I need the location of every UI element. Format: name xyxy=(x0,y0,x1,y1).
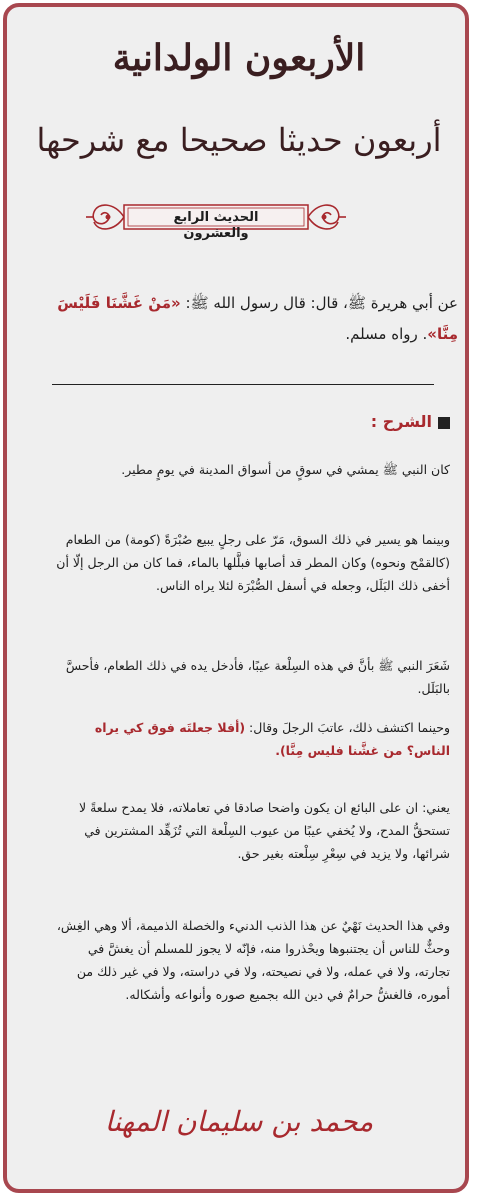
sharh-paragraph-3: شَعَرَ النبي ﷺ بأنَّ في هذه السِلْعة عيبًا، فأدخل يده في ذلك الطعام، فأحسَّ بالبَلَل. xyxy=(65,658,450,696)
sharh-p4-quote: (أفلا جعلتَه فوق كي يراه الناس؟ من غشَّنا فليس مِنَّا). xyxy=(94,720,450,758)
page-frame xyxy=(3,3,469,1193)
sharh-paragraph-5: يعني: ان على البائع ان يكون واضحا صادقا في تعاملاته، فلا يمدح سلعةً لا تستحقُّ المدح، ولا يُخفي عيبًا من عيوب السِلْعة التي تُزَهِّد المشترين في شرائها، ولا يزيد في سِعْرِ سِلْعته بغير حق. xyxy=(79,800,450,861)
sharh-paragraph-4 xyxy=(50,716,450,762)
author-signature: محمد بن سليمان المهنا xyxy=(104,1105,374,1138)
hadith-text xyxy=(50,288,458,350)
hadith-number-label: الحديث الرابع والعشرون xyxy=(173,210,259,241)
sharh-heading xyxy=(371,410,450,434)
page-subtitle: أربعون حديثا صحيحا مع شرحها xyxy=(36,121,442,159)
divider-line xyxy=(52,384,434,385)
hadith-outro: . رواه مسلم. xyxy=(345,325,428,343)
sharh-paragraph-1: كان النبي ﷺ يمشي في سوقٍ من أسواق المدينة في يومٍ مطير. xyxy=(121,462,450,477)
page-title: الأربعون الولدانية xyxy=(112,37,366,79)
hadith-intro: عن أبي هريرة ﷺ، قال: قال رسول الله ﷺ: xyxy=(180,294,458,312)
sharh-paragraph-2: وبينما هو يسير في ذلك السوق، مَرّ على رجلٍ يبيع صُبْرَةً (كومة) من الطعام (كالقمْح ونحوه) وكان المطر قد أصابها فبلَّلها بالماء، فما كان من الرجل إلّا أن أخفى ذلك البَلَل، وجعله في أسفل الصُّبْرَة لئلا يراه الناس. xyxy=(56,532,450,593)
hadith-quote: «مَنْ غَشَّنَا فَلَيْسَ مِنَّا» xyxy=(57,294,458,343)
square-bullet-icon xyxy=(438,417,450,429)
sharh-p4-text: وحينما اكتشف ذلك، عاتبَ الرجلَ وقال: xyxy=(245,720,450,735)
sharh-heading-text: الشرح : xyxy=(370,412,432,431)
sharh-paragraph-6: وفي هذا الحديث نَهْيٌ عن هذا الذنب الدنيء والخصلة الذميمة، ألا وهي الغِش، وحثٌّ للناس أن يجتنبوها ويحْذروا منه، فإنّه لا يجوز للمسلم أن يغشَّ في تجارته، ولا في عمله، ولا في نصيحته، ولا في دراسته، ولا في غير ذلك من أموره، فالغشُّ حرامٌ في دين الله بجميع صوره وأنواعه وأشكاله. xyxy=(56,918,450,1002)
